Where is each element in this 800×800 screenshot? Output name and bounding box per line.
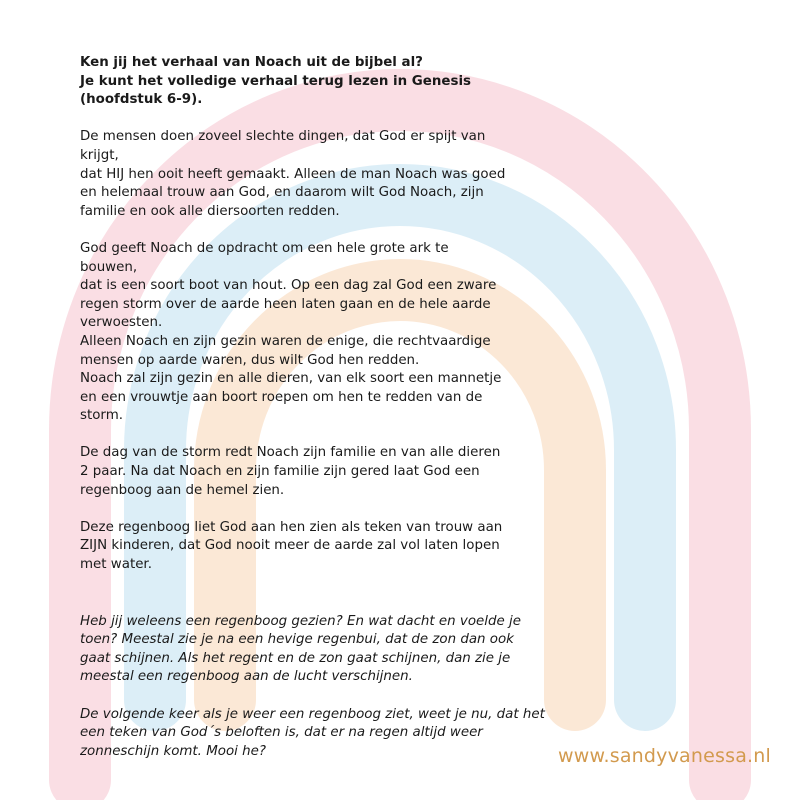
text-line: mensen op aarde waren, dus wilt God hen redden.	[80, 352, 420, 368]
text-line: bouwen,	[80, 259, 138, 275]
italic-line: meestal een regenboog aan de lucht verschijnen.	[80, 669, 413, 685]
italic-line: toen? Meestal zie je na een hevige regenbui, dat de zon dan ook	[80, 632, 514, 648]
text-line: dat is een soort boot van hout. Op een dag zal God een zware	[80, 278, 497, 294]
text-line: familie en ook alle diersoorten redden.	[80, 203, 340, 219]
intro-line: Ken jij het verhaal van Noach uit de bijbel al?	[80, 55, 423, 70]
intro-line: (hoofdstuk 6-9).	[80, 92, 203, 108]
intro-heading	[80, 54, 500, 110]
text-line: en helemaal trouw aan God, en daarom wilt God Noach, zijn	[80, 185, 484, 201]
text-line: 2 paar. Na dat Noach en zijn familie zijn gered laat God een	[80, 464, 480, 480]
text-line: De mensen doen zoveel slechte dingen, dat God er spijt van	[80, 129, 486, 145]
italic-line: zonneschijn komt. Mooi he?	[80, 743, 266, 759]
text-line: met water.	[80, 557, 152, 573]
story-text	[80, 54, 545, 780]
paragraph-4	[80, 519, 503, 575]
text-line: ZIJN kinderen, dat God nooit meer de aarde zal vol laten lopen	[80, 538, 500, 554]
text-line: verwoesten.	[80, 315, 163, 331]
italic-line: gaat schijnen. Als het regent en de zon gaat schijnen, dan zie je	[80, 650, 511, 666]
text-line: en een vrouwtje aan boort roepen om hen te redden van de	[80, 389, 483, 405]
text-line: regenboog aan de hemel zien.	[80, 482, 285, 498]
text-line: God geeft Noach de opdracht om een hele grote ark te	[80, 240, 449, 256]
text-line: Noach zal zijn gezin en alle dieren, van elk soort een mannetje	[80, 371, 502, 387]
paragraph-3	[80, 444, 500, 500]
italic-line: De volgende keer als je weer een regenboog ziet, weet je nu, dat het	[80, 706, 545, 722]
italic-paragraph-2	[80, 706, 545, 762]
intro-line: Je kunt het volledige verhaal terug lezen in Genesis	[80, 73, 472, 89]
italic-line: een teken van God´s beloften is, dat er na regen altijd weer	[80, 725, 483, 741]
text-line: dat HIJ hen ooit heeft gemaakt. Alleen de man Noach was goed	[80, 166, 506, 182]
text-line: storm.	[80, 408, 123, 424]
italic-line: Heb jij weleens een regenboog gezien? En wat dacht en voelde je	[80, 613, 521, 629]
text-line: De dag van de storm redt Noach zijn familie en van alle dieren	[80, 445, 501, 461]
website-url: www.sandyvanessa.nl	[558, 745, 772, 767]
text-line: regen storm over de aarde heen laten gaan en de hele aarde	[80, 296, 491, 312]
text-line: krijgt,	[80, 147, 119, 163]
paragraph-1	[80, 128, 506, 221]
text-line: Deze regenboog liet God aan hen zien als teken van trouw aan	[80, 519, 503, 535]
italic-paragraph-1	[80, 613, 521, 687]
reflection-text	[80, 613, 545, 762]
paragraph-2	[80, 240, 500, 426]
text-line: Alleen Noach en zijn gezin waren de enige, die rechtvaardige	[80, 333, 491, 349]
